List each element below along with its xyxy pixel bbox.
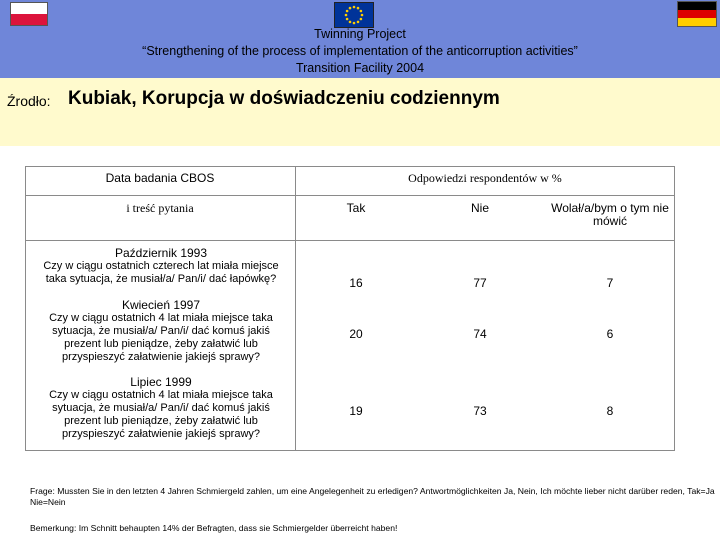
footnote-frage: Frage: Mussten Sie in den letzten 4 Jahren Schmiergeld zahlen, um eine Angelegenheit zu erledigen? Antwortmöglichkeiten Ja, Nein, Ich möchte lieber nicht darüber reden, Tak=Ja Nie=Nein: [30, 486, 715, 507]
column-subheader-question: i treść pytania: [126, 201, 194, 215]
source-label: Źrodło:: [7, 93, 51, 109]
value-tak: 19: [349, 404, 363, 418]
value-no-answer: 6: [606, 327, 614, 341]
flag-poland-icon: [10, 2, 48, 26]
column-header-tak: Tak: [346, 201, 366, 215]
table-row: [33, 299, 289, 364]
project-facility: Transition Facility 2004: [295, 61, 425, 75]
column-header-answers: Odpowiedzi respondentów w %: [408, 171, 562, 185]
value-tak: 20: [349, 327, 363, 341]
header-banner: [0, 0, 720, 78]
flag-germany-icon: [677, 1, 717, 27]
footnote-bemerkung: Bemerkung: Im Schnitt behaupten 14% der Befragten, dass sie Schmiergelder überreicht haben!: [30, 523, 398, 533]
value-tak: 16: [349, 276, 363, 290]
row-date: Kwiecień 1997: [121, 298, 201, 312]
source-title: Kubiak, Korupcja w doświadczeniu codziennym: [68, 88, 500, 109]
value-nie: 77: [473, 276, 487, 290]
column-header-nie: Nie: [470, 201, 489, 215]
flag-eu-icon: [334, 2, 374, 28]
value-no-answer: 7: [606, 276, 614, 290]
value-nie: 74: [473, 327, 487, 341]
row-question: Czy w ciągu ostatnich 4 lat miała miejsce taka sytuacja, że musiał/a/ Pan/i/ dać komuś jakiś prezent lub pieniądze, żeby załatwić lub przyspieszyć załatwienie jakiejś sprawy?: [49, 312, 273, 363]
table-row: [33, 376, 289, 441]
project-title: Twinning Project: [314, 27, 406, 41]
row-date: Październik 1993: [114, 246, 208, 260]
column-header-date: Data badania CBOS: [105, 171, 215, 185]
value-nie: 73: [473, 404, 487, 418]
row-question: Czy w ciągu ostatnich czterech lat miała miejsce taka sytuacja, że musiał/a/ Pan/i/ dać łapówkę?: [43, 260, 279, 285]
project-subtitle: “Strengthening of the process of implementation of the anticorruption activities”: [142, 44, 578, 58]
row-question: Czy w ciągu ostatnich 4 lat miała miejsce taka sytuacja, że musiał/a/ Pan/i/ dać komuś jakiś prezent lub pieniądze, żeby załatwić lub przyspieszyć załatwienie jakiejś sprawy?: [49, 389, 273, 440]
survey-table: [25, 166, 675, 450]
row-date: Lipiec 1999: [130, 375, 192, 389]
value-no-answer: 8: [606, 404, 614, 418]
table-row: [33, 247, 289, 286]
column-header-no-answer: Wolał/a/bym o tym nie mówić: [551, 201, 669, 228]
